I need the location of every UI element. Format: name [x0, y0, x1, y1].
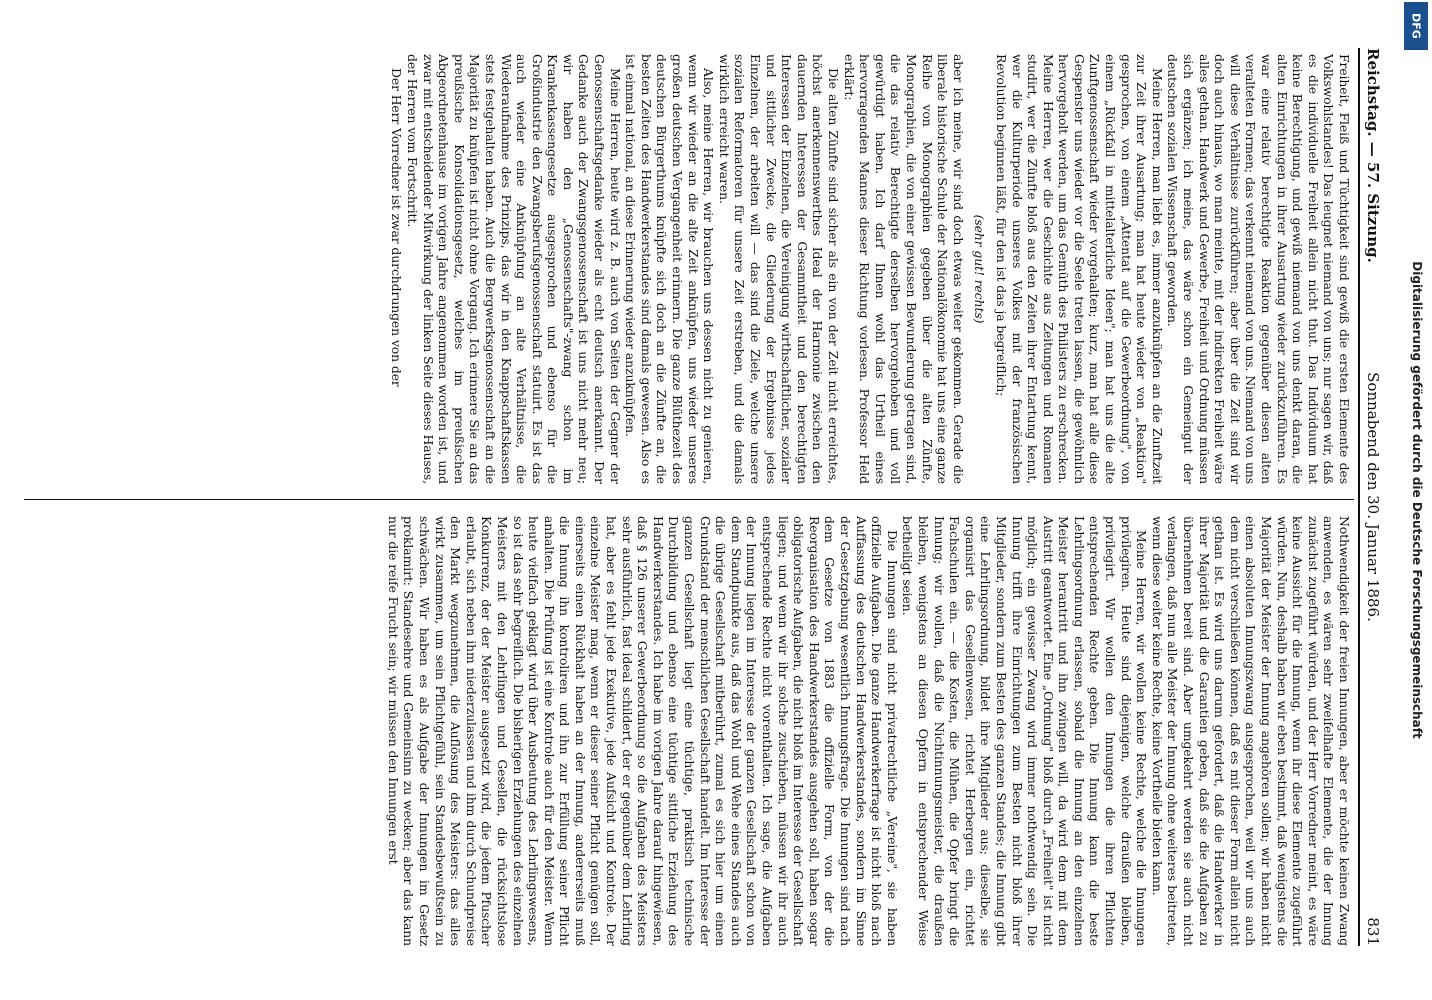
dfg-logo — [1404, 2, 1428, 50]
digitization-text: Digitalisierung gefördert durch die Deutsche Forschungsgemeinschaft — [1410, 261, 1424, 739]
paragraph: Meine Herren, heute wird z. B. auch von Seiten der Gegner der Genossenschaftsgedanke wieder als echt deutsch anerkannt. Der Gedanke auch der Zwangsgenossenschaft ist uns nicht mehr neu; wir haben den „Genossenschafts"-zwang schon im Krankenkassengesetze ausgesprochen und ebenso für die Großindustrie den Zwangsberufsgenossenschaft statuirt. Es ist das auch wieder eine Anknüpfung an alte Verhältnisse, die Wiederaufnahme des Prinzips, das wir in den Knappschaftskassen stets festgehalten haben. Auch die Bergwerksgenossenschaft an die Majorität zu knüpfen ist nicht ohne Vorgang. Ich erinnere Sie an das preußische Konsolidationsgesetz, welches im preußischen Abgeordnetenhause im vorigen Jahre angenommen worden ist, und zwar mit entscheidender Mitwirkung der linken Seite dieses Hauses, der Herren vom Fortschritt. — [404, 54, 623, 484]
page-header — [1362, 48, 1386, 946]
paragraph: Meine Herren, man liebt es, immer anzuknüpfen an die Zunftzeit zur Zeit ihrer Ausartung; man hat heute wieder von „Reaktion" gesprochen, von einem „Attentat auf die Gewerbeordnung", von einem „Rückfall in mittelalterliche Ideen"; man hat uns die alte Zunftgenossenschaft wieder vorgehalten; kurz, man hat alle diese Gespenster uns wieder vor die Seele treten lassen, die gewöhnlich hervorgeholt werden, um das Gemüth des Philisters zu erschrecken. Meine Herren, wer die Geschichte aus Zeitungen und Romanen studirt, wer die Zünfte bloß aus den Zeiten ihrer Entartung kennt, wer die Kulturperiode unseres Volkes mit der französischen Revolution beginnen läßt, für den ist das ja begreiflich; — [993, 54, 1165, 484]
paragraph: Die Innungen sind nicht privatrechtliche „Vereine", sie haben offizielle Aufgaben. Die ganze Handwerkerfrage ist nicht bloß nach Auffassung des deutschen Handwerkerstandes, sondern im Sinne der Gesetzgebung wesentlich Innungsfrage. Die Innungen sind nach dem Gesetze von 1883 die offizielle Form, von der die Reorganisation des Handwerkerstandes ausgehen soll, haben sogar obligatorische Aufgaben, die nicht bloß im Interesse der Gesellschaft liegen; und wenn wir ihr solche zuschieben, müssen wir ihr auch entsprechende Rechte nicht vorenthalten. Ich sage, die Aufgaben der Innung liegen im Interesse der ganzen Gesellschaft schon von dem Standpunkte aus, daß das Wohl und Wehe eines Standes auch die übrige Gesellschaft mitberührt, zumal es sich hier um einen Grundstand der menschlichen Gesellschaft handelt. Im Interesse der ganzen Gesellschaft liegt eine tüchtige, praktisch technische Durchbildung und ebenso eine tüchtige sittliche Erziehung des Handwerkerstandes. Ich habe im vorigen Jahre darauf hingewiesen, daß § 126 unserer Gewerbeordnung so die Aufgaben des Meisters sehr ausführlich, fast ideal schildert, der er gegenüber dem Lehrling hat, aber es fehlt jede Exekutive, jede Aufsicht und Kontrole. Der einzelne Meister mag, wenn er dieser seiner Pflicht genügen soll, einerseits einen Rückhalt haben an der Innung, andererseits muß die Innung ihn kontroliren und ihn zur Erfüllung seiner Pflicht anhalten. Die Prüfung ist eine Kontrole auch für den Meister. Wenn heute vielfach geklagt wird über Ausbeutung des Lehrlingswesens, so ist das sehr begreiflich. Die bisherigen Erziehungen des einzelnen Meisters mit den Lehrlingen und Gesellen, die rücksichtslose Konkurrenz, der der Meister ausgesetzt wird, die jedem Pfuscher erlaubt, sich neben ihm niederzulassen und ihm durch Schundpreise den Markt wegzunehmen, die Auflösung des Meisters: das alles wirkt zusammen, um sein Pflichtgefühl, sein Standesbewußtsein zu schwächen. Wir haben es als Aufgabe der Innungen im Gesetz proklamirt: Standesehre und Gemeinsinn zu wecken; aber das kann nur die reife Frucht sein; wir müssen den Innungen erst — [385, 516, 900, 946]
paragraph: Meine Herren, wir wollen keine Rechte, welche die Innungen privilegiren. Heute sind diejenigen, welche draußen bleiben, privilegirt. Wir wollen den Innungen die ihren Pflichten entsprechenden Rechte geben. Die Innung kann die beste Lehrlingsordnung erlassen, sobald die Innung an den einzelnen Meister herantritt und ihn zwingen will, da wird dem mit dem Austritt geantwortet. Eine „Ordnung" bloß durch „Freiheit" ist nicht möglich; ein gewisser Zwang wird immer nothwendig sein. Die Innung trifft ihre Einrichtungen zum Besten nicht bloß ihrer Mitglieder, sondern zum Besten des ganzen Standes; die Innung gibt eine Lehrlingsordnung, bildet ihre Mitglieder aus; dieselbe, sie organisirt das Gesellenwesen, richtet Herbergen ein, richtet Fachschulen ein. — die Kosten, die Mühen, die Opfer bringt die Innung; wir wollen, daß die Nichtinnungsmeister, die draußen bleiben, wenigstens an diesen Opfern in entsprechender Weise betheiligt seien. — [900, 516, 1150, 946]
paragraph: Der Herr Vorredner ist zwar durchdrungen von der — [389, 68, 405, 387]
header-date: Sonnabend den 30. Januar 1886. — [1364, 372, 1382, 622]
header-rule — [1358, 48, 1360, 946]
interjection: (sehr gut! rechts) — [972, 214, 988, 324]
paragraph: Nothwendigkeit der freien Innungen, aber er möchte keinen Zwang anwenden, es wären sehr zweifelhafte Elemente, die der Innung zunächst zugeführt würden, und der Herr Vorredner meint, es wäre keine Aussicht für die Innung, wenn ihr diese Elemente zugeführt würden. Nun, deshalb haben wir eben bestimmt, daß wenigstens die Majorität der Meister der Innung angehören sollen; wir haben nicht einen absoluten Innungszwang ausgesprochen, weil wir uns auch dem nicht verschließen können, daß es mit dieser Form allein nicht gethan ist. Es wird uns darum gefordert, daß die Handwerker in ihrer Majorität und die Garantien geben, daß sie die Aufgaben zu übernehmen bereit sind. Aber umgekehrt werden sie auch nicht verlangen, daß nun alle Meister der Innung ohne weiteres beitreten, wenn diese weiter keine Rechte, keine Vortheile bieten kann. — [1149, 516, 1352, 946]
paragraph: Freiheit, Fleiß und Tüchtigkeit sind gewiß die ersten Elemente des Volkswohlstandes! Das leugnet niemand von uns; nur sagen wir, daß es die individuelle Freiheit allein nicht thut. Das Individuum hat keine Berechtigung, und gewiß niemand von uns denkt daran, die alten Einrichtungen in ihrer Ausartung wieder zurückzuführen. Es war eine relativ berechtigte Reaktion gegenüber diesen alten veralteten Formen; das verkennt niemand von uns. Niemand von uns will diese Verhältnisse zurückführen; aber über die Zeit sind wir doch auch hinaus, wo man meinte, mit der indirekten Freiheit wäre alles gethan. Handwerk und Gewerbe, Freiheit und Ordnung müssen sich ergänzen; ich meine, das wäre schon ein Gemeingut der deutschen sozialen Wissenschaft geworden. — [1165, 54, 1352, 484]
right-column — [385, 516, 1352, 946]
header-title: Reichstag. — 57. Sitzung. — [1364, 48, 1382, 263]
page-number: 831 — [1364, 917, 1382, 946]
dfg-logo-text: DFG — [1409, 13, 1423, 39]
digitization-note — [1402, 0, 1432, 1000]
column-divider — [24, 499, 1354, 500]
paragraph: aber ich meine, wir sind doch etwas weiter gekommen. Gerade die liberale historische Schule der Nationalökonomie hat uns eine ganze Reihe von Monographien gegeben über die alten Zünfte, Monographien, die von einer gewissen Bewunderung getragen sind, die das relativ Berechtigte derselben hervorgehoben und voll gewürdigt haben. Ich darf Ihnen wohl das Urtheil eines hervorragenden Mannes dieser Richtung vorlesen. Professor Held erklärt: — [841, 54, 966, 484]
left-column — [389, 54, 1352, 484]
quotation: Die alten Zünfte sind sicher als ein von der Zeit nicht erreichtes, höchst anerkennenswerthes Ideal der Harmonie zwischen den dauernden Interessen der Gesammtheit und den berechtigten Interessen der Einzelnen, die Vereinigung wirthschaftlicher, sozialer und sittlicher Zwecke, die Gliederung der Ergebnisse jedes Einzelnen, der arbeiten will — das sind die Ziele, welche unsere sozialen Reformatoren für unsere Zeit erstreben, und die damals wirklich erreicht waren. — [716, 54, 841, 484]
paragraph: Also, meine Herren, wir brauchen uns dessen nicht zu genieren, wenn wir wieder an die alte Zeit anknüpfen, uns wieder unseres großen deutschen Vergangenheit erinnern. Die ganze Blüthezeit des deutschen Bürgerthums knüpfte sich doch an die Zünfte an, die besten Zeiten des Handwerkerstandes sind damals gewesen. Also es ist einmal national, an diese Erinnerung wieder anzuknüpfen. — [623, 54, 717, 484]
